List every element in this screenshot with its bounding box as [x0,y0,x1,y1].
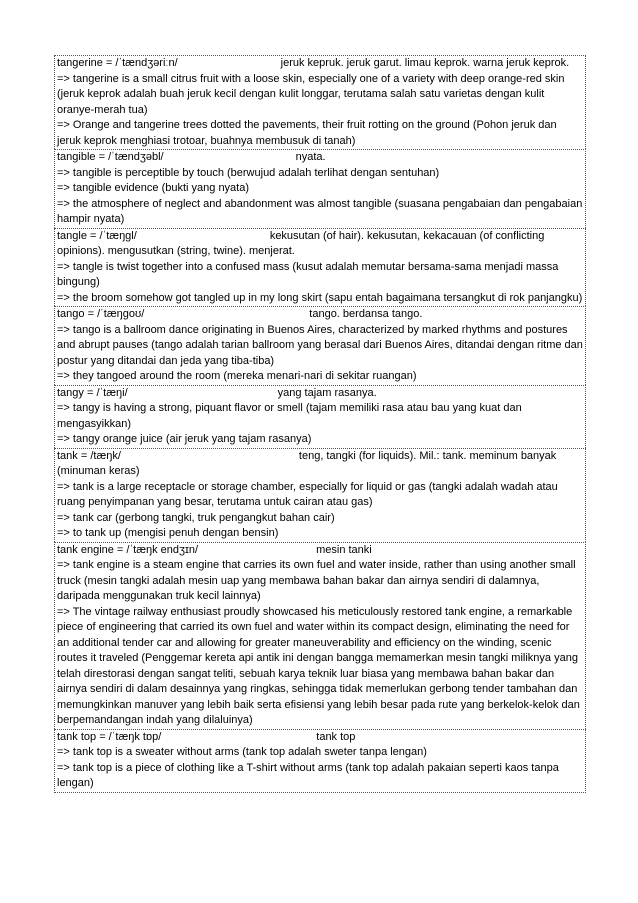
entry-tangle [54,228,586,307]
headword: tank = /tæŋk/ [57,449,121,462]
example-line: => the broom somehow got tangled up in my long skirt (sapu entah bagaimana tersangkut di rok panjangku) [57,291,583,304]
headword: tangerine = /ˈtændʒəriːn/ [57,57,178,69]
gloss: nyata. [295,151,326,163]
entry-head [57,449,583,480]
example-line: => to tank up (mengisi penuh dengan bensin) [57,527,279,539]
example-line: => tangible evidence (bukti yang nyata) [57,182,250,194]
example-line: => the atmosphere of neglect and abandonment was almost tangible (suasana pengabaian dan pengabaian hampir nyata) [57,197,583,225]
entry-head [57,386,583,402]
entry-tank [54,448,586,542]
entry-tangible [54,149,586,228]
entry-head [57,730,583,746]
dictionary-page [54,55,586,793]
gloss: mesin tanki [316,543,372,556]
gloss: yang tajam rasanya. [277,386,377,399]
entry-head [57,543,583,559]
gloss: jeruk kepruk. jeruk garut. limau keprok. warna jeruk keprok. [280,57,570,69]
example-line: => The vintage railway enthusiast proudly showcased his meticulously restored tank engine, a remarkable piece of engineering that carried its own fuel and water within its compact design, eliminating the need for an additional tender car and allowing for greater maneuverability and efficiency on the winding, scenic routes it traveled (Penggemar kereta api antik ini dengan bangga memamerkan mesin tangki miliknya yang telah direstorasi dengan sangat teliti, sebuah karya teknik luar biasa yang membawa bahan bakar dan airnya sendiri di dalam desainnya yang ringkas, sehingga tidak memerlukan gerbong tender tambahan dan memungkinkan manuver yang lebih baik serta efisiensi yang lebih besar pada rute yang berkelok-kelok dan berpemandangan indah yang dilaluinya) [57,605,580,726]
gloss: kekusutan (of hair). kekusutan, kekacauan (of conflicting opinions). mengusutkan (string, twine). menjerat. [57,229,545,257]
example-line: => tank top is a piece of clothing like a T-shirt without arms (tank top adalah pakaian seperti kaos tanpa lengan) [57,761,559,789]
example-line: => Orange and tangerine trees dotted the pavements, their fruit rotting on the ground (Pohon jeruk dan jeruk keprok menghiasi trotoar, buahnya membusuk di tanah) [57,119,557,147]
example-line: => tangy orange juice (air jeruk yang tajam rasanya) [57,433,312,445]
gloss: tango. berdansa tango. [309,308,423,320]
entry-tank-top [54,729,586,793]
entry-tangy [54,385,586,448]
headword: tank engine = /ˈtæŋk endʒɪn/ [57,543,199,556]
entry-tango [54,306,586,385]
example-line: => tango is a ballroom dance originating in Buenos Aires, characterized by marked rhythms and postures and abrupt pauses (tango adalah tarian ballroom yang berasal dari Buenos Aires, ditandai dengan ritme dan postur yang ditandai dan jeda yang tiba-tiba) [57,323,583,367]
headword: tangy = /ˈtæŋi/ [57,386,128,399]
entry-head [57,307,583,323]
example-line: => tank car (gerbong tangki, truk pengangkut bahan cair) [57,511,335,524]
headword: tangible = /ˈtændʒəbl/ [57,151,164,163]
entry-head [57,56,583,72]
entry-tangerine [54,55,586,149]
example-line: => tank is a large receptacle or storage chamber, especially for liquid or gas (tangki adalah wadah atau ruang penyimpanan yang besar, terutama untuk cairan atau gas) [57,480,558,508]
entry-head [57,229,583,260]
headword: tango = /ˈtæŋɡoʊ/ [57,308,145,320]
example-line: => tangle is twist together into a confused mass (kusut adalah memutar bersama-sama menjadi massa bingung) [57,260,559,288]
entry-tank-engine [54,542,586,729]
gloss: tank top [316,730,356,743]
example-line: => tank engine is a steam engine that carries its own fuel and water inside, rather than using another small truck (mesin tangki adalah mesin uap yang membawa bahan bakar dan airnya sendiri di dalamnya, daripada menggunakan truk kecil lainnya) [57,559,576,602]
example-line: => tangerine is a small citrus fruit with a loose skin, especially one of a variety with deep orange-red skin (jeruk keprok adalah buah jeruk kecil dengan kulit longgar, terutama salah satu varietas dengan kulit oranye-merah tua) [57,72,565,116]
example-line: => tangy is having a strong, piquant flavor or smell (tajam memiliki rasa atau bau yang kuat dan mengasyikkan) [57,402,522,430]
example-line: => they tangoed around the room (mereka menari-nari di sekitar ruangan) [57,370,417,382]
headword: tangle = /ˈtæŋgl/ [57,229,137,242]
example-line: => tangible is perceptible by touch (berwujud adalah terlihat dengan sentuhan) [57,166,440,179]
example-line: => tank top is a sweater without arms (tank top adalah sweter tanpa lengan) [57,746,427,758]
headword: tank top = /ˈtæŋk tɒp/ [57,730,162,743]
gloss: teng, tangki (for liquids). Mil.: tank. meminum banyak (minuman keras) [57,449,557,477]
entry-head [57,150,583,166]
